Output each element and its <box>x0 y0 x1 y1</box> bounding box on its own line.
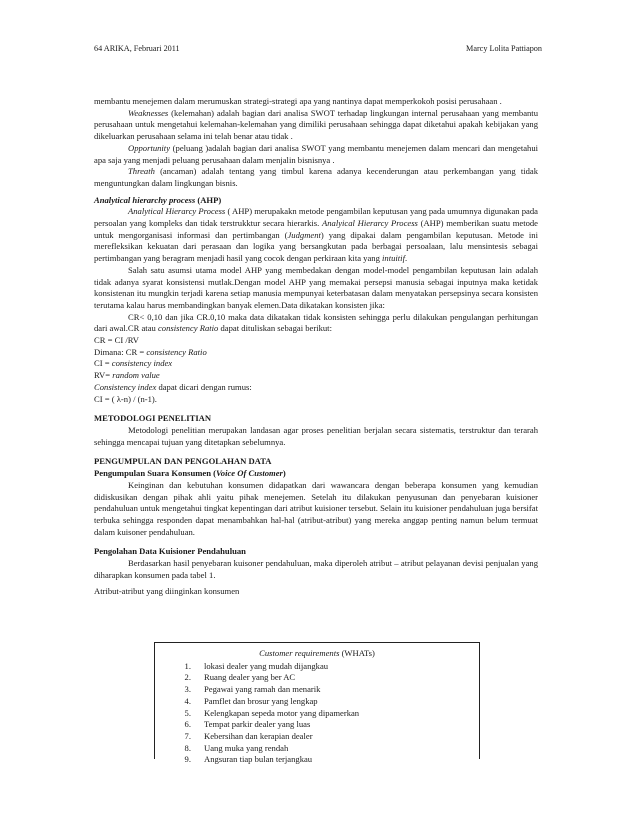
paragraph-opportunity: Opportunity (peluang )adalah bagian dari analisa SWOT yang membantu menejemen dalam mencari dan mengetahui apa saja yang menjadi peluang perusahaan dalam menjalin bisnisnya . <box>94 142 538 165</box>
subheading-voc: Pengumpulan Suara Konsumen (Voice Of Customer) <box>94 468 286 479</box>
heading-metodologi: METODOLOGI PENELITIAN <box>94 413 212 424</box>
paragraph-metodologi: Metodologi penelitian merupakan landasan agar proses penelitian berjalan secara sistematis, terstruktur dan terarah sehingga mencapai tujuan yang ditetapkan sebelumnya. <box>94 424 538 447</box>
paragraph-weaknesses: Weaknesses (kelemahan) adalah bagian dari analisa SWOT terhadap lingkungan internal perusahaan yang membantu perusahaan untuk mengetahui kelemahan-kelemahan yang dimiliki perusahaan sehingga dapat diketahui apakah kebijakan yang dikeluarkan perusahaan selama ini telah benar atau tidak . <box>94 107 538 142</box>
body-text <box>94 96 538 598</box>
list-item: 7. Kebersihan dan kerapian dealer <box>184 730 313 741</box>
paragraph-ahp-consistency: Salah satu asumsi utama model AHP yang membedakan dengan model-model pengambilan keputusan lain adalah tidak adanya syarat konsistensi mutlak.Dengan model AHP yang memakai persepsi manusia sebagai inputnya maka ketidak konsistenan itu mungkin terjadi karena setiap manusia mempunyai keterbatasan dalam menyatakan persepsinya secara konsisten terutama kalau harus membandingkan banyak elemen.Data dikatakan konsisten jika: <box>94 264 538 310</box>
paragraph-threat: Threath (ancaman) adalah tentang yang timbul karena adanya kecenderungan atau perkembangan yang tidak menguntungkan dalam lingkungan bisnis. <box>94 166 538 188</box>
list-item: 3. Pegawai yang ramah dan menarik <box>184 684 321 695</box>
requirements-list <box>155 661 479 766</box>
heading-pengolahan: Pengolahan Data Kuisioner Pendahuluan <box>94 546 246 557</box>
heading-pengumpulan: PENGUMPULAN DAN PENGOLAHAN DATA <box>94 456 272 467</box>
list-item: 5. Kelengkapan sepeda motor yang dipamerkan <box>184 707 360 718</box>
term-opportunity: Opportunity <box>128 142 171 153</box>
running-header-right: Marcy Lolita Pattiapon <box>466 44 542 53</box>
paragraph-pengolahan: Berdasarkan hasil penyebaran kuisoner pendahuluan, maka diperoleh atribut – atribut pelayanan devisi penjualan yang diharapkan konsumen pada tabel 1. <box>94 558 538 580</box>
list-item: 6. Tempat parkir dealer yang luas <box>184 719 311 730</box>
formula-rv-definition: RV= random value <box>94 370 160 381</box>
running-header-left: 64 ARIKA, Februari 2011 <box>94 44 180 53</box>
formula-ci-intro: Consistency index dapat dicari dengan rumus: <box>94 381 252 392</box>
paragraph-strengths-end: membantu menejemen dalam merumuskan strategi-strategi apa yang nantinya dapat memperkokoh posisi perusahaan . <box>94 96 502 106</box>
term-threat: Threath <box>128 166 155 177</box>
table-caption: Atribut-atribut yang diinginkan konsumen <box>94 586 240 597</box>
formula-cr-definition: Dimana: CR = consistency Ratio <box>94 346 207 357</box>
term-weaknesses: Weaknesses <box>128 107 169 118</box>
list-item: 2. Ruang dealer yang ber AC <box>184 672 296 683</box>
table-header: Customer requirements (WHATs) <box>259 648 375 658</box>
requirements-table <box>154 642 480 765</box>
formula-ci: CI = ( λ-n) / (n-1). <box>94 393 157 404</box>
list-item: 4. Pamflet dan brosur yang lengkap <box>184 695 318 706</box>
formula-ci-definition: CI = consistency index <box>94 358 173 369</box>
paragraph-pengumpulan: Keinginan dan kebutuhan konsumen didapatkan dari wawancara dengan beberapa konsumen yang kemudian didiskusikan dengan pihak ahli yaitu pihak menejemen. Setelah itu dilakukan penyusunan dan penyebaran kuisioner pendahuluan untuk mengetahui tingkat kepentingan dari atribut kuisioner tersebut. Selain itu kuisioner pendahuluan juga bersifat terbuka sehingga responden dapat menambahkan hal-hal (atribut-atribut) yang mereka anggap penting namun belum termuat dalam kuisoner pendahuluan. <box>94 479 538 537</box>
paragraph-ahp-definition: Analytical Hierarcy Process ( AHP) merupakakn metode pengambilan keputusan yang pada umumnya digunakan pada persoalan yang kompleks dan tidak terstrukktur secara hierarkis. Analyical Hierarcy Process (AHP) memberikan suatu metode untuk mengorganisasi informasi dan pertimbangan (Judgment) yang dipakai dalam pengambilan keputusan. Metode ini merefleksikan kekuatan dari perasaan dan logika yang bersangkutan pada berbagai persoalaan, lalu mensintesis sebagai pertimbangan yang beragram menjadi hasil yang cocok dengan perkiraan kita yang intuitif. <box>94 206 538 264</box>
paragraph-ahp-cr: CR< 0,10 dan jika CR.0,10 maka data dikatakan tidak konsisten sehingga perlu dilakukan pengulangan perhitungan dari awal.CR atau consistency Ratio dapat dituliskan sebagai berikut: <box>94 311 538 334</box>
list-item: 9. Angsuran tiap bulan terjangkau <box>184 754 313 765</box>
list-item: 1. lokasi dealer yang mudah dijangkau <box>184 660 329 671</box>
heading-ahp: Analytical hierarchy process (AHP) <box>94 194 222 205</box>
list-item: 8. Uang muka yang rendah <box>184 742 289 753</box>
formula-cr: CR = CI /RV <box>94 335 139 346</box>
